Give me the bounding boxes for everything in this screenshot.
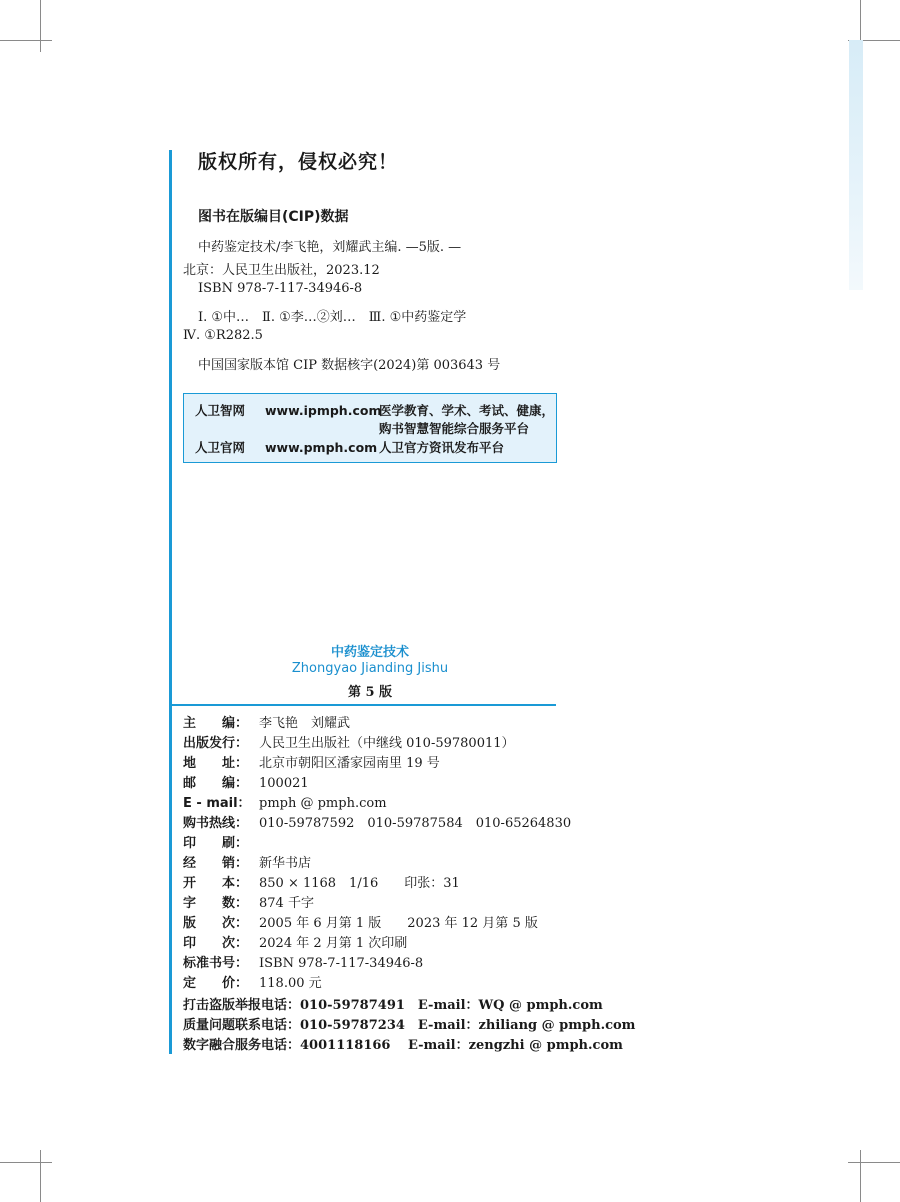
- contact-row: [183, 997, 603, 1015]
- colophon-row: [183, 835, 259, 853]
- colophon-label: 购书热线：: [183, 816, 249, 831]
- colophon-label: 印 刷：: [183, 836, 249, 851]
- colophon-row: [183, 755, 440, 773]
- colophon-row: [183, 855, 311, 873]
- cip-subjects: Ⅰ. ①中… Ⅱ. ①李…②刘… Ⅲ. ①中药鉴定学: [198, 310, 467, 325]
- colophon-divider: [172, 704, 556, 706]
- colophon-row: [183, 955, 423, 973]
- colophon-value: 2005 年 6 月第 1 版 2023 年 12 月第 5 版: [259, 916, 538, 931]
- colophon-label: 地 址：: [183, 756, 249, 771]
- book-title-pinyin: Zhongyao Jianding Jishu: [291, 661, 449, 676]
- colophon-label: 定 价：: [183, 976, 249, 991]
- colophon-label: 出版发行：: [183, 736, 249, 751]
- crop-mark-top-left-h: [0, 40, 52, 41]
- colophon-value: 李飞艳 刘耀武: [259, 716, 351, 731]
- colophon-value: 010-59787592 010-59787584 010-65264830: [259, 816, 572, 831]
- colophon-value: 新华书店: [259, 856, 312, 871]
- ipmph-desc-1: 医学教育、学术、考试、健康，: [379, 403, 555, 418]
- colophon-value: 人民卫生出版社（中继线 010-59780011）: [259, 736, 515, 751]
- colophon-row: [183, 975, 322, 993]
- colophon-value: 874 千字: [259, 896, 314, 911]
- cip-record-number: 中国国家版本馆 CIP 数据核字(2024)第 003643 号: [198, 358, 501, 373]
- colophon-row: [183, 875, 460, 893]
- ipmph-name: 人卫智网: [195, 403, 246, 418]
- contact-row: [183, 1017, 635, 1035]
- publisher-web-info-box: [183, 393, 557, 463]
- colophon-label: 印 次：: [183, 936, 249, 951]
- cip-line-1: 中药鉴定技术/李飞艳，刘耀武主编. —5版. —: [198, 240, 462, 255]
- crop-mark-bottom-right-h: [848, 1162, 900, 1163]
- book-edition: 第 5 版: [347, 685, 393, 700]
- colophon-value: 850 × 1168 1/16 印张：31: [259, 876, 460, 891]
- pmph-url[interactable]: www.pmph.com: [265, 440, 378, 455]
- ipmph-desc-2: 购书智慧智能综合服务平台: [379, 421, 530, 436]
- contact-row: [183, 1037, 623, 1055]
- colophon-label: 版 次：: [183, 916, 249, 931]
- colophon-value: 118.00 元: [259, 976, 322, 991]
- cip-title: 图书在版编目(CIP)数据: [198, 209, 349, 225]
- colophon-label: 字 数：: [183, 896, 249, 911]
- cip-classification: Ⅳ. ①R282.5: [183, 328, 263, 343]
- colophon-label: 主 编：: [183, 716, 249, 731]
- contact-label: 质量问题联系电话：: [183, 1018, 301, 1033]
- left-accent-rule: [169, 150, 172, 1054]
- cip-isbn: ISBN 978-7-117-34946-8: [198, 281, 363, 296]
- book-title-chinese: 中药鉴定技术: [330, 645, 409, 660]
- colophon-row: [183, 795, 387, 813]
- colophon-label: 开 本：: [183, 876, 249, 891]
- colophon-row: [183, 775, 309, 793]
- colophon-label: 标准书号：: [183, 956, 249, 971]
- crop-mark-top-left-v: [40, 0, 41, 52]
- crop-mark-bottom-right-v: [860, 1150, 861, 1202]
- contact-value: 010-59787491 E-mail：WQ @ pmph.com: [300, 998, 603, 1013]
- copyright-notice: 版权所有，侵权必究！: [198, 151, 399, 173]
- colophon-label: 邮 编：: [183, 776, 249, 791]
- contact-label: 打击盗版举报电话：: [183, 998, 301, 1013]
- bleed-edge-strip: [849, 40, 863, 290]
- contact-label: 数字融合服务电话：: [183, 1038, 301, 1053]
- colophon-value: 2024 年 2 月第 1 次印刷: [259, 936, 408, 951]
- cip-line-2: 北京：人民卫生出版社，2023.12: [183, 263, 380, 278]
- colophon-row: [183, 895, 314, 913]
- ipmph-url[interactable]: www.ipmph.com: [265, 403, 382, 418]
- colophon-label: E - mail：: [183, 796, 251, 811]
- colophon-row: [183, 915, 538, 933]
- colophon-row: [183, 715, 350, 733]
- crop-mark-bottom-left-h: [0, 1162, 52, 1163]
- pmph-name: 人卫官网: [195, 440, 246, 455]
- colophon-value: 100021: [259, 776, 309, 791]
- colophon-row: [183, 815, 571, 833]
- colophon-value: ISBN 978-7-117-34946-8: [259, 956, 424, 971]
- pmph-desc: 人卫官方资讯发布平台: [379, 440, 505, 455]
- colophon-value: 北京市朝阳区潘家园南里 19 号: [259, 756, 440, 771]
- colophon-value: pmph @ pmph.com: [259, 796, 387, 811]
- contact-value: 4001118166 E-mail：zengzhi @ pmph.com: [300, 1038, 623, 1053]
- colophon-label: 经 销：: [183, 856, 249, 871]
- colophon-row: [183, 935, 407, 953]
- crop-mark-bottom-left-v: [40, 1150, 41, 1202]
- colophon-row: [183, 735, 515, 753]
- contact-value: 010-59787234 E-mail：zhiliang @ pmph.com: [300, 1018, 636, 1033]
